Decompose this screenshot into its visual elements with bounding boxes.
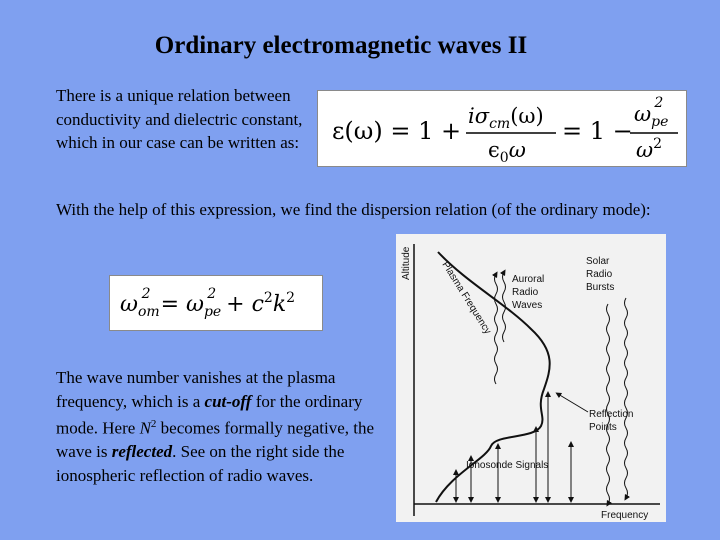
- eq1-lhs: ε(ω) = 1 +: [332, 117, 462, 145]
- solar-line-1: Solar: [586, 256, 610, 267]
- reflection-line-1: Reflection: [589, 409, 634, 420]
- solar-line-3: Bursts: [586, 282, 615, 293]
- n-symbol: N: [139, 418, 151, 438]
- p3-text-3: becomes formally negative, the wave is: [56, 418, 375, 462]
- auroral-waves: [495, 272, 506, 384]
- auroral-line-2: Radio: [512, 287, 539, 298]
- auroral-line-1: Auroral: [512, 274, 545, 285]
- cutoff-emphasis: cut-off: [204, 391, 252, 411]
- n-exponent: 2: [150, 418, 157, 430]
- solar-bursts: [607, 298, 628, 504]
- altitude-label: Altitude: [401, 246, 412, 280]
- reflected-emphasis: reflected: [111, 442, 173, 462]
- ionosonde-label: Ionosonde Signals: [466, 460, 549, 471]
- p3-text-2: for the ordinary mode. Here: [56, 391, 363, 438]
- reflection-paragraph: [56, 366, 376, 487]
- eq1-frac1-den: ϵ0ω: [488, 138, 526, 166]
- eq1-frac2-den: ω2: [636, 136, 663, 162]
- eq1-frac1-num: iσcm(ω): [468, 104, 544, 132]
- eq1-mid: = 1 −: [562, 117, 633, 145]
- ionosphere-figure: [396, 234, 666, 522]
- auroral-label: [512, 274, 544, 311]
- slide-title: Ordinary electromagnetic waves II: [154, 32, 528, 59]
- auroral-line-3: Waves: [512, 300, 543, 311]
- eq2-text: ωom2 = ωpe2 + c2k2: [120, 286, 296, 320]
- intro-paragraph: There is a unique relation between conductivity and dielectric constant, which in our case can be written as:: [56, 86, 303, 152]
- dispersion-paragraph: With the help of this expression, we find the dispersion relation (of the ordinary mode):: [56, 200, 651, 219]
- dispersion-equation: [109, 275, 323, 331]
- solar-label: [586, 256, 614, 293]
- plasma-label: Plasma Frequency: [439, 259, 493, 337]
- reflection-line-2: Points: [589, 422, 617, 433]
- reflection-label: [558, 394, 633, 433]
- eq1-frac2-num: ωpe2: [634, 95, 669, 130]
- solar-line-2: Radio: [586, 269, 613, 280]
- dielectric-equation: [317, 90, 687, 167]
- p3-text-4: . See on the right side the ionospheric reflection of radio waves.: [56, 442, 345, 485]
- p3-text-1: The wave number vanishes at the plasma frequency, which is a: [56, 368, 336, 411]
- frequency-label: Frequency: [601, 510, 649, 521]
- ionosonde-signals: [456, 394, 571, 500]
